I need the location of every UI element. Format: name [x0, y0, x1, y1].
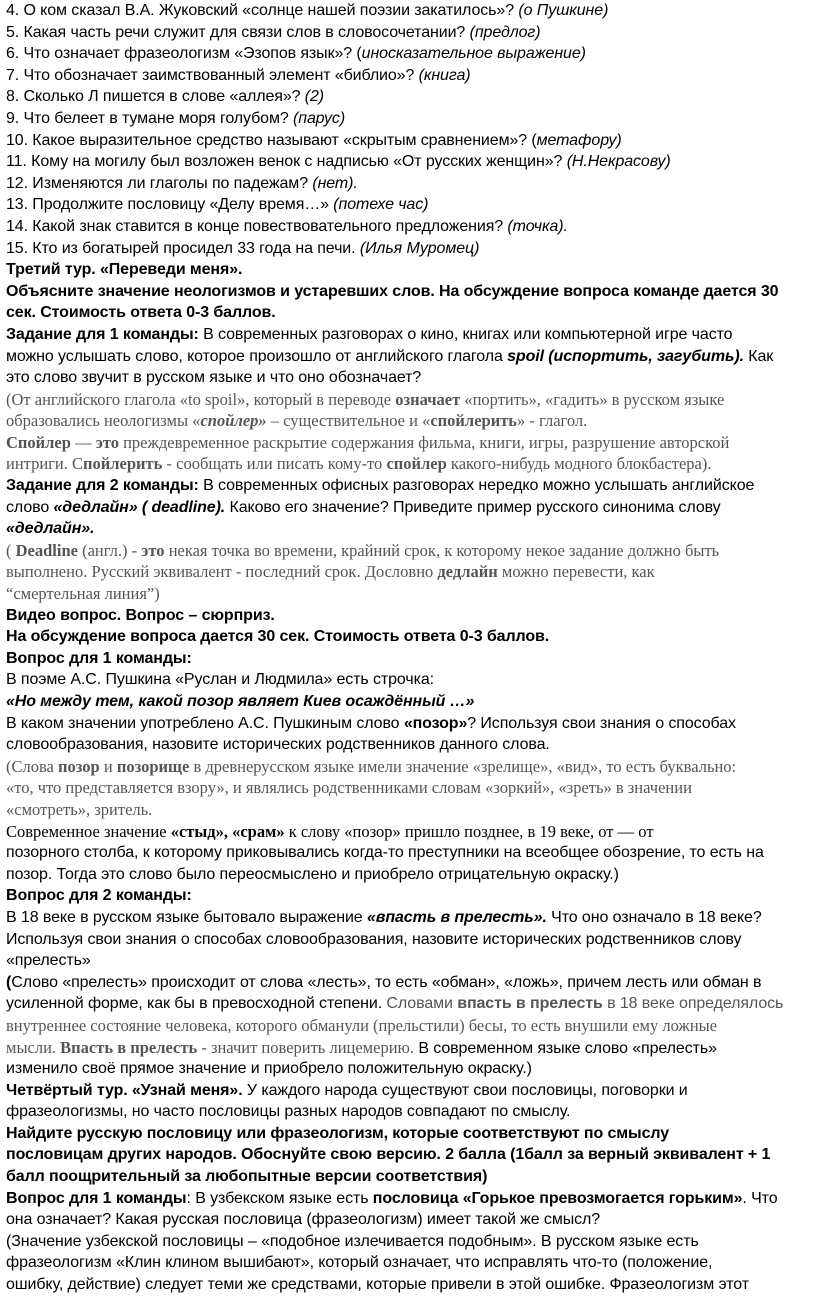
question-text: 5. Какая часть речи служит для связи слов в словосочетании? — [6, 23, 470, 41]
video-team-2-line: Используя свои знания о способах словообразования, назовите исторических родственников слову — [6, 930, 742, 948]
task-term: «дедлайн» ( deadline). — [53, 498, 226, 516]
answer-text: (2) — [304, 88, 325, 106]
answer-text: (нет). — [312, 174, 358, 192]
video-team-2-line: «прелесть» — [6, 952, 91, 970]
answer-emphasis: дедлайн — [437, 562, 498, 582]
question-text: 14. Какой знак ставится в конце повествовательного предложения? — [6, 217, 508, 235]
video-answer-2-line — [6, 993, 810, 1015]
answer-team-1-line — [6, 432, 810, 454]
round-3-instructions: Объясните значение неологизмов и устаревших слов. На обсуждение вопроса команде дается 30 — [6, 282, 779, 300]
task-text: Как — [743, 347, 774, 365]
answer-text: некая точка во времени, крайний срок, к которому некое задание должно быть — [164, 540, 720, 560]
task-team-2-line — [6, 475, 810, 497]
answer-text: - сообщать или писать кому-то — [162, 454, 387, 474]
answer-team-1-line — [6, 389, 810, 411]
round-4-answer-line: ошибку, действие) следует теми же средствами, которые привели в этой ошибке. Фразеологизм этот — [6, 1276, 749, 1294]
answer-text: (о Пушкине) — [518, 2, 609, 19]
video-answer-2-line — [6, 1037, 810, 1059]
task-text: слово — [6, 498, 54, 516]
video-answer-2-line: внутреннее состояние человека, которого обманули (прельстили) бесы, то есть внушили ему ложные — [6, 1015, 718, 1035]
question-15 — [6, 238, 810, 260]
answer-text: и — [99, 756, 117, 776]
answer-emphasis: это — [95, 432, 119, 452]
task-text: . Что — [742, 1189, 778, 1207]
video-team-1-line — [6, 713, 810, 735]
answer-text: (парус) — [293, 109, 346, 127]
question-12 — [6, 173, 810, 195]
video-question-title: Видео вопрос. Вопрос – сюрприз. — [6, 606, 275, 624]
question-text: 9. Что белеет в тумане моря голубом? — [6, 109, 294, 127]
question-8 — [6, 86, 810, 108]
round-4-answer-line: (Значение узбекской пословицы – «подобное излечивается подобным». В русском языке есть — [6, 1232, 699, 1250]
video-answer-1-line: позор. Тогда это слово было переосмыслено и приобрело отрицательную окраску.) — [6, 865, 619, 883]
question-13 — [6, 194, 810, 216]
round-4-instructions: пословицам других народов. Обоснуйте свою версию. 2 балла (1балл за верный эквивалент + 1 — [6, 1146, 771, 1164]
task-text: В каком значении употреблено А.С. Пушкиным слово — [6, 714, 404, 732]
question-14 — [6, 216, 810, 238]
video-answer-2-line — [6, 972, 810, 994]
task-team-2-line — [6, 497, 810, 519]
answer-text: усиленной форме, как бы в превосходной степени. — [6, 995, 383, 1013]
round-3-section — [6, 259, 810, 605]
answer-emphasis: спойлерить — [430, 411, 518, 431]
answer-team-2-line: “смертельная линия”) — [6, 584, 160, 604]
video-answer-1-line: «смотреть», зритель. — [6, 799, 153, 819]
answer-text: (потехе час) — [333, 196, 429, 214]
task-text: В 18 веке в русском языке бытовало выражение — [6, 908, 367, 926]
task-text: ? Используя свои знания о способах — [467, 714, 736, 732]
video-answer-2-line: изменило своё прямое значение и приобрело положительную окраску.) — [6, 1060, 532, 1078]
task-label: Вопрос для 1 команды — [6, 1189, 187, 1207]
answer-text: образовались неологизмы « — [6, 411, 201, 431]
task-text: В современных разговорах о кино, книгах или компьютерной игре часто — [203, 325, 733, 343]
answer-text: ( — [6, 973, 12, 991]
answer-text: (Илья Муромец) — [359, 239, 480, 257]
task-term: «позор» — [403, 714, 468, 732]
answer-text: иносказательное выражение) — [361, 45, 586, 63]
video-question-instructions: На обсуждение вопроса дается 30 сек. Стоимость ответа 0-3 баллов. — [6, 628, 550, 646]
question-text: 15. Кто из богатырей просидел 33 года на печи. — [6, 239, 360, 257]
answer-emphasis: означает — [395, 389, 461, 409]
task-term: пословица «Горькое превозмогается горьким» — [372, 1189, 743, 1207]
question-6 — [6, 43, 810, 65]
answer-emphasis: спойлер — [386, 454, 447, 474]
task-text: В современных офисных разговорах нередко можно услышать английское — [198, 477, 755, 495]
answer-text: интриги. С — [6, 454, 84, 474]
task-term: «впасть в прелесть». — [366, 908, 547, 926]
answer-emphasis: позор — [58, 756, 100, 776]
video-team-2-label: Вопрос для 2 команды: — [6, 887, 192, 905]
quiz-questions — [6, 0, 810, 259]
task-team-1-line: это слово звучит в русском языке и что оно обозначает? — [6, 369, 422, 387]
answer-text: к слову «позор» пришло позднее, в 19 веке, от — [284, 821, 618, 841]
answer-team-2-line — [6, 540, 810, 562]
task-text: Что оно означало в 18 веке? — [546, 908, 762, 926]
answer-text: (англ.) - — [77, 540, 142, 560]
task-team-1-line — [6, 346, 810, 368]
video-question-section — [6, 605, 810, 1080]
answer-text: метафору) — [536, 131, 622, 149]
question-text: 8. Сколько Л пишется в слове «аллея»? — [6, 88, 305, 106]
question-4 — [6, 0, 810, 22]
round-4-answer-line: фразеологизм «Клин клином вышибают», который означает, что исправлять что-то (положение, — [6, 1254, 713, 1272]
answer-text: (Слова — [6, 756, 59, 776]
question-7 — [6, 65, 810, 87]
answer-emphasis: «стыд», «срам» — [170, 821, 285, 841]
round-4-intro: У каждого народа существуют свои пословицы, поговорки и — [242, 1081, 688, 1099]
question-11 — [6, 151, 810, 173]
answer-text: Словами — [382, 995, 458, 1013]
question-text: 6. Что означает фразеологизм «Эзопов язык»? ( — [6, 45, 362, 63]
answer-text: мысли. — [6, 1037, 61, 1057]
round-3-title: Третий тур. «Переведи меня». — [6, 261, 243, 279]
answer-text: в древнерусском языке имели значение «зрелище», «вид», то есть буквально: — [189, 756, 737, 776]
answer-text: выполнено. Русский эквивалент - последний срок. Дословно — [6, 562, 438, 582]
task-team-1-line — [6, 324, 810, 346]
answer-text: «портить», «гадить» в русском языке — [460, 389, 725, 409]
answer-emphasis: позорище — [116, 756, 190, 776]
question-5 — [6, 22, 810, 44]
answer-text: ( — [6, 540, 16, 560]
task-label: Задание для 1 команды: — [6, 325, 204, 343]
question-9 — [6, 108, 810, 130]
answer-text: какого-нибудь модного блокбастера). — [446, 454, 712, 474]
answer-text: — — [70, 432, 96, 452]
task-term: spoil (испортить, загубить). — [507, 347, 744, 365]
task-text: Каково его значение? Приведите пример русского синонима слову — [225, 498, 721, 516]
question-10 — [6, 130, 810, 152]
answer-team-2-line — [6, 561, 810, 583]
video-answer-1-line — [6, 756, 810, 778]
video-team-1-label: Вопрос для 1 команды: — [6, 649, 192, 667]
answer-text: (Н.Некрасову) — [566, 153, 671, 171]
task-text: можно услышать слово, которое произошло от английского глагола — [6, 347, 508, 365]
question-text: 12. Изменяются ли глаголы по падежам? — [6, 174, 313, 192]
round-4-instructions: Найдите русскую пословицу или фразеологизм, которые соответствуют по смыслу — [6, 1124, 670, 1142]
answer-team-1-line — [6, 410, 810, 432]
round-4-team-1-line: она означает? Какая русская пословица (фразеологизм) имеет такой же смысл? — [6, 1211, 601, 1229]
answer-emphasis: впасть в прелесть — [457, 995, 603, 1013]
answer-emphasis: Deadline — [15, 540, 78, 560]
round-4-instructions: балл поощрительный за любопытные версии соответствия) — [6, 1168, 488, 1186]
video-team-1-line: словообразования, назовите исторических родственников данного слова. — [6, 736, 550, 754]
answer-text: преждевременное раскрытие содержания фильма, книги, игры, разрушение авторской — [118, 432, 730, 452]
answer-text: — от — [617, 821, 654, 841]
answer-text: можно перевести, как — [497, 562, 655, 582]
answer-text: В современном языке слово «прелесть» — [413, 1039, 717, 1057]
answer-text: - значит поверить лицемерию. — [197, 1037, 414, 1057]
round-3-instructions-cont: сек. Стоимость ответа 0-3 баллов. — [6, 304, 276, 322]
video-answer-1-line: позорного столба, к которому приковывались когда-то преступники на всеобщее обозрение, то есть на — [6, 844, 764, 862]
answer-text: (точка). — [507, 217, 568, 235]
video-answer-1-line: «то, что представляется взору», и являлись родственниками словам «зоркий», «зреть» в значении — [6, 778, 692, 798]
answer-text: (От английского глагола «to spoil», который в переводе — [6, 389, 396, 409]
answer-emphasis: спойлер» — [200, 411, 267, 431]
answer-emphasis: пойлерить — [83, 454, 163, 474]
question-text: 13. Продолжите пословицу «Делу время…» — [6, 196, 334, 214]
task-team-2-line: «дедлайн». — [6, 520, 95, 538]
video-team-1-quote: «Но между тем, какой позор являет Киев осаждённый …» — [6, 693, 475, 710]
answer-text: (книга) — [418, 66, 471, 84]
round-4-intro-line: фразеологизмы, но часто пословицы разных народов совпадают по смыслу. — [6, 1103, 571, 1121]
answer-text: – существительное и « — [266, 411, 431, 431]
task-text: : В узбекском языке есть — [186, 1189, 373, 1207]
task-label: Задание для 2 команды: — [6, 477, 199, 495]
question-text: 11. Кому на могилу был возложен венок с надписью «От русских женщин»? — [6, 153, 567, 171]
answer-emphasis: это — [141, 540, 165, 560]
answer-emphasis: Спойлер — [6, 432, 71, 452]
answer-text: (предлог) — [469, 23, 541, 41]
round-4-team-1-line — [6, 1188, 810, 1210]
video-answer-1-line — [6, 821, 810, 843]
video-team-2-line — [6, 907, 810, 929]
answer-text: Современное значение — [6, 821, 171, 841]
question-text: 10. Какое выразительное средство называют «скрытым сравнением»? ( — [6, 131, 537, 149]
round-4-title-line — [6, 1080, 810, 1102]
video-team-1-line: В поэме А.С. Пушкина «Руслан и Людмила» есть строчка: — [6, 671, 435, 689]
answer-text: » - глагол. — [517, 411, 588, 431]
answer-text: Слово «прелесть» происходит от слова «лесть», то есть «обман», «ложь», причем лесть или обман в — [11, 973, 762, 991]
question-text: 4. О ком сказал В.А. Жуковский «солнце нашей поэзии закатилось»? — [6, 2, 519, 19]
question-text: 7. Что обозначает заимствованный элемент «библио»? — [6, 66, 419, 84]
answer-team-1-line — [6, 453, 810, 475]
answer-text: в 18 веке определялось — [602, 995, 784, 1013]
answer-emphasis: Впасть в прелесть — [60, 1037, 198, 1057]
round-4-section — [6, 1080, 810, 1296]
round-4-title: Четвёртый тур. «Узнай меня». — [6, 1081, 243, 1099]
